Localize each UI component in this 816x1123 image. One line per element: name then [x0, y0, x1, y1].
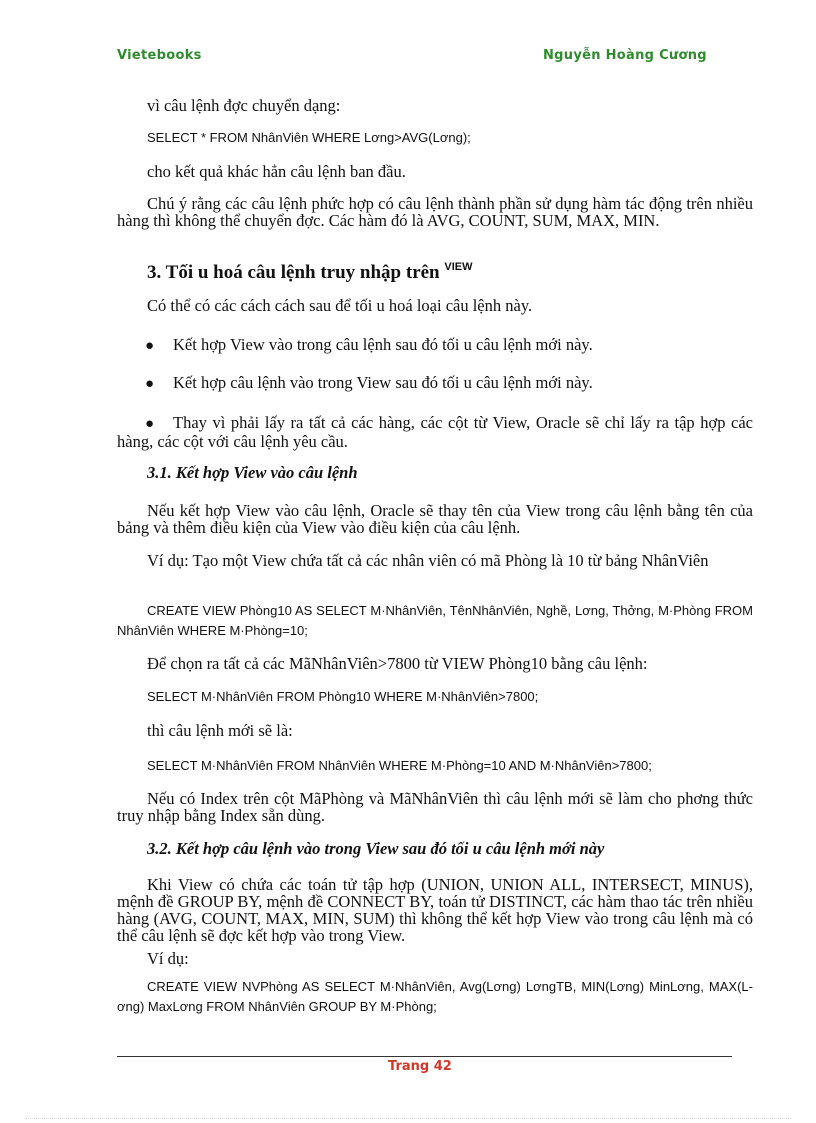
header-left-brand: Vietebooks: [117, 48, 202, 63]
code-line: SELECT M·NhânViên FROM NhânViên WHERE M·Phòng=10 AND M·NhânViên>7800;: [147, 758, 652, 773]
bullet-item: [117, 336, 753, 355]
section-heading-sup: VIEW: [444, 261, 473, 273]
section-heading-text: 3. Tối u hoá câu lệnh truy nhập trên: [147, 262, 440, 283]
bullet-text: Thay vì phải lấy ra tất cả các hàng, các cột từ View, Oracle sẽ chỉ lấy ra tập hợp các hàng, các cột với câu lệnh yêu cầu.: [117, 413, 753, 451]
paragraph: vì câu lệnh đợc chuyển dạng:: [147, 96, 341, 115]
subsection-heading: 3.1. Kết hợp View vào câu lệnh: [147, 463, 358, 482]
bullet-text: Kết hợp View vào trong câu lệnh sau đó tối u câu lệnh mới này.: [173, 335, 593, 354]
code-line: SELECT * FROM NhânViên WHERE Lơng>AVG(Lơng);: [147, 130, 471, 145]
page-number: Trang 42: [388, 1059, 452, 1074]
paragraph: Để chọn ra tất cả các MãNhânViên>7800 từ VIEW Phòng10 bằng câu lệnh:: [147, 654, 648, 673]
subsection-heading: 3.2. Kết hợp câu lệnh vào trong View sau đó tối u câu lệnh mới này: [147, 839, 605, 858]
paragraph: Ví dụ: Tạo một View chứa tất cả các nhân viên có mã Phòng là 10 từ bảng NhânViên: [147, 551, 709, 570]
bullet-item: [117, 374, 753, 393]
footer-divider: [117, 1056, 732, 1057]
code-block: CREATE VIEW Phòng10 AS SELECT M·NhânViên, TênNhânViên, Nghề, Lơng, Thởng, M·Phòng FROM NhânViên WHERE M·Phòng=10;: [117, 603, 753, 638]
code-block: CREATE VIEW NVPhòng AS SELECT M·NhânViên, Avg(Lơng) LơngTB, MIN(Lơng) MinLơng, MAX(Lơng) MaxLơng FROM NhânViên GROUP BY M·Phòng;: [117, 979, 753, 1014]
paragraph: Nếu kết hợp View vào câu lệnh, Oracle sẽ thay tên của View trong câu lệnh bằng tên của bảng và thêm điều kiện của View vào điều kiện của câu lệnh.: [117, 501, 753, 537]
paragraph: Ví dụ:: [147, 949, 189, 968]
paragraph: Nếu có Index trên cột MãPhòng và MãNhânViên thì câu lệnh mới sẽ làm cho phơng thức truy nhập bằng Index sẵn dùng.: [117, 789, 753, 825]
page-bottom-border: [25, 1118, 791, 1119]
code-line: SELECT M·NhânViên FROM Phòng10 WHERE M·NhânViên>7800;: [147, 689, 539, 704]
bullet-item: [117, 414, 753, 450]
bullet-text: Kết hợp câu lệnh vào trong View sau đó tối u câu lệnh mới này.: [173, 373, 593, 392]
bullet-icon: ●: [145, 376, 155, 392]
section-heading: [147, 261, 473, 284]
header-right-author: Nguyễn Hoàng Cương: [543, 48, 707, 63]
paragraph: Khi View có chứa các toán tử tập hợp (UNION, UNION ALL, INTERSECT, MINUS), mệnh đề GROUP BY, mệnh đề CONNECT BY, toán tử DISTINCT, các hàm thao tác trên nhiều hàng (AVG, COUNT, MAX, MIN, SUM) thì không thể kết hợp View vào trong câu lệnh mà có thể câu lệnh sẽ đợc kết hợp vào trong View.: [117, 875, 753, 945]
bullet-icon: ●: [145, 416, 155, 432]
bullet-icon: ●: [145, 338, 155, 354]
paragraph: thì câu lệnh mới sẽ là:: [147, 721, 293, 740]
paragraph: Chú ý rằng các câu lệnh phức hợp có câu lệnh thành phần sử dụng hàm tác động trên nhiều hàng thì không thể chuyển đợc. Các hàm đó là AVG, COUNT, SUM, MAX, MIN.: [117, 194, 753, 230]
paragraph: Có thể có các cách cách sau để tối u hoá loại câu lệnh này.: [147, 296, 533, 315]
paragraph: cho kết quả khác hẳn câu lệnh ban đầu.: [147, 162, 406, 181]
